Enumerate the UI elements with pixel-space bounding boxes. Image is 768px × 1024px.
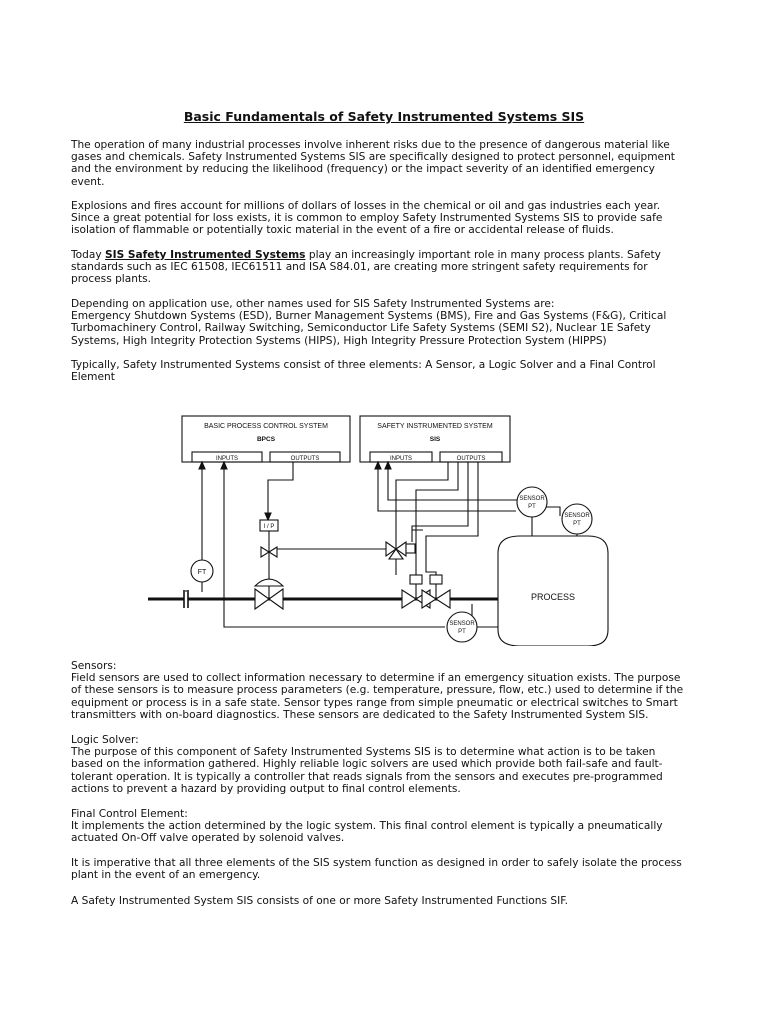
text-line: transmitters with on-board diagnostics. These sensors are dedicated to the Safety Instrumented System SIS. bbox=[71, 708, 649, 721]
text-line: Element bbox=[71, 371, 115, 384]
text-line: Systems, High Integrity Protection Systems (HIPS), High Integrity Pressure Protection System (HIPPS) bbox=[71, 334, 607, 347]
bpcs-inputs: INPUTS bbox=[215, 456, 239, 462]
text-line: Sensors: bbox=[71, 660, 117, 672]
text-line: The purpose of this component of Safety Instrumented Systems SIS is to determine what action is to be taken bbox=[71, 746, 656, 759]
text-line: standards such as IEC 61508, IEC61511 and ISA S84.01, are creating more stringent safety requirements for bbox=[71, 261, 648, 274]
text-line: tolerant operation. It is typically a controller that reads signals from the sensors and executes pre-programmed bbox=[71, 770, 663, 783]
sensor-2-type: PT bbox=[573, 521, 581, 527]
text-line: and the environment by reducing the likelihood (frequency) or the impact severity of an identified emergency bbox=[71, 163, 655, 176]
explosions-paragraph bbox=[71, 200, 711, 237]
page-title: Basic Fundamentals of Safety Instrumented Systems SIS bbox=[183, 109, 585, 124]
text-line: Final Control Element: bbox=[71, 808, 188, 820]
text-line: process plants. bbox=[71, 273, 151, 286]
text-line: Field sensors are used to collect information necessary to determine if an emergency situation exists. The purpose bbox=[71, 672, 681, 685]
text-line: Explosions and fires account for millions of dollars of losses in the chemical or oil and gas industries each year. bbox=[71, 200, 661, 212]
today-paragraph bbox=[71, 249, 711, 286]
sensor-pt-2 bbox=[562, 504, 592, 536]
elements-paragraph bbox=[71, 359, 711, 383]
ft-label: FT bbox=[197, 569, 207, 576]
sensor-1-type: PT bbox=[528, 504, 536, 510]
sis-short: SIS bbox=[429, 436, 441, 443]
sensor-2-label: SENSOR bbox=[564, 513, 590, 519]
sensor-pt-1 bbox=[517, 487, 547, 536]
sis-diagram bbox=[140, 408, 610, 646]
names-paragraph bbox=[71, 298, 711, 347]
text-line: The operation of many industrial processes involve inherent risks due to the presence of dangerous material like bbox=[71, 139, 670, 151]
bpcs-outputs: OUTPUTS bbox=[290, 456, 320, 462]
sensor-3-type: PT bbox=[458, 629, 466, 635]
text-line: Typically, Safety Instrumented Systems consist of three elements: A Sensor, a Logic Solver and a Final Control bbox=[71, 359, 656, 371]
text-line: Turbomachinery Control, Railway Switching, Semiconductor Life Safety Systems (SEMI S2), Nuclear 1E Safety bbox=[71, 322, 651, 335]
sif-paragraph bbox=[71, 895, 711, 907]
solenoid-valve bbox=[386, 542, 415, 575]
flow-transmitter bbox=[186, 560, 213, 592]
sis-inputs: INPUTS bbox=[389, 456, 413, 462]
text-line: actions to prevent a hazard by providing output to final control elements. bbox=[71, 782, 461, 795]
imperative-paragraph bbox=[71, 857, 711, 881]
process-vessel bbox=[498, 536, 608, 646]
logic-paragraph bbox=[71, 734, 711, 795]
text-fragment: Today bbox=[71, 249, 106, 261]
control-valve bbox=[255, 579, 283, 609]
text-line: isolation of flammable or potentially toxic material in the event of a fire or accidental release of fluids. bbox=[71, 224, 614, 237]
text-line: It implements the action determined by the logic system. This final control element is typically a pneumatically bbox=[71, 820, 663, 833]
bpcs-title: BASIC PROCESS CONTROL SYSTEM bbox=[204, 423, 328, 430]
text-line: Since a great potential for loss exists, it is common to employ Safety Instrumented Systems SIS to provide safe bbox=[71, 212, 663, 225]
process-label: PROCESS bbox=[530, 592, 576, 602]
sensor-1-label: SENSOR bbox=[519, 496, 545, 502]
intro-paragraph bbox=[71, 139, 711, 188]
sensor-pt-3 bbox=[447, 612, 498, 642]
text-line: event. bbox=[71, 175, 105, 188]
sis-link[interactable]: SIS Safety Instrumented Systems bbox=[105, 249, 306, 261]
text-line: based on the information gathered. Highly reliable logic solvers are used which provide both fail-safe and fault- bbox=[71, 758, 663, 771]
text-line: Logic Solver: bbox=[71, 734, 139, 746]
shutdown-valve-2 bbox=[422, 575, 450, 608]
text-line: A Safety Instrumented System SIS consists of one or more Safety Instrumented Functions SIF. bbox=[71, 895, 568, 907]
final-paragraph bbox=[71, 808, 711, 845]
bpcs-box bbox=[182, 416, 350, 462]
text-line bbox=[71, 249, 711, 261]
sensor-3-label: SENSOR bbox=[449, 621, 475, 627]
ip-converter bbox=[260, 520, 278, 586]
text-line: It is imperative that all three elements of the SIS system function as designed in order to safely isolate the process bbox=[71, 857, 682, 869]
text-line: actuated On-Off valve operated by solenoid valves. bbox=[71, 832, 345, 845]
bpcs-short: BPCS bbox=[256, 436, 276, 443]
sis-box bbox=[360, 416, 510, 462]
sensors-paragraph bbox=[71, 660, 711, 721]
sis-outputs: OUTPUTS bbox=[456, 456, 486, 462]
text-line: gases and chemicals. Safety Instrumented Systems SIS are specifically designed to protect personnel, equipment bbox=[71, 151, 675, 164]
text-line: of these sensors is to measure process parameters (e.g. temperature, pressure, flow, etc.) used to determine if the bbox=[71, 684, 684, 697]
text-line: Emergency Shutdown Systems (ESD), Burner Management Systems (BMS), Fire and Gas Systems (F&G), Critical bbox=[71, 310, 667, 323]
text-line: equipment or process is in a safe state. Sensor types range from simple pneumatic or electrical switches to Smart bbox=[71, 696, 678, 709]
ip-label: I / P bbox=[263, 524, 275, 530]
text-line: plant in the event of an emergency. bbox=[71, 869, 261, 882]
orifice-plate bbox=[184, 590, 188, 608]
text-line: Depending on application use, other names used for SIS Safety Instrumented Systems are: bbox=[71, 298, 555, 310]
text-fragment: play an increasingly important role in many process plants. Safety bbox=[305, 249, 661, 261]
sis-title: SAFETY INSTRUMENTED SYSTEM bbox=[377, 423, 493, 430]
